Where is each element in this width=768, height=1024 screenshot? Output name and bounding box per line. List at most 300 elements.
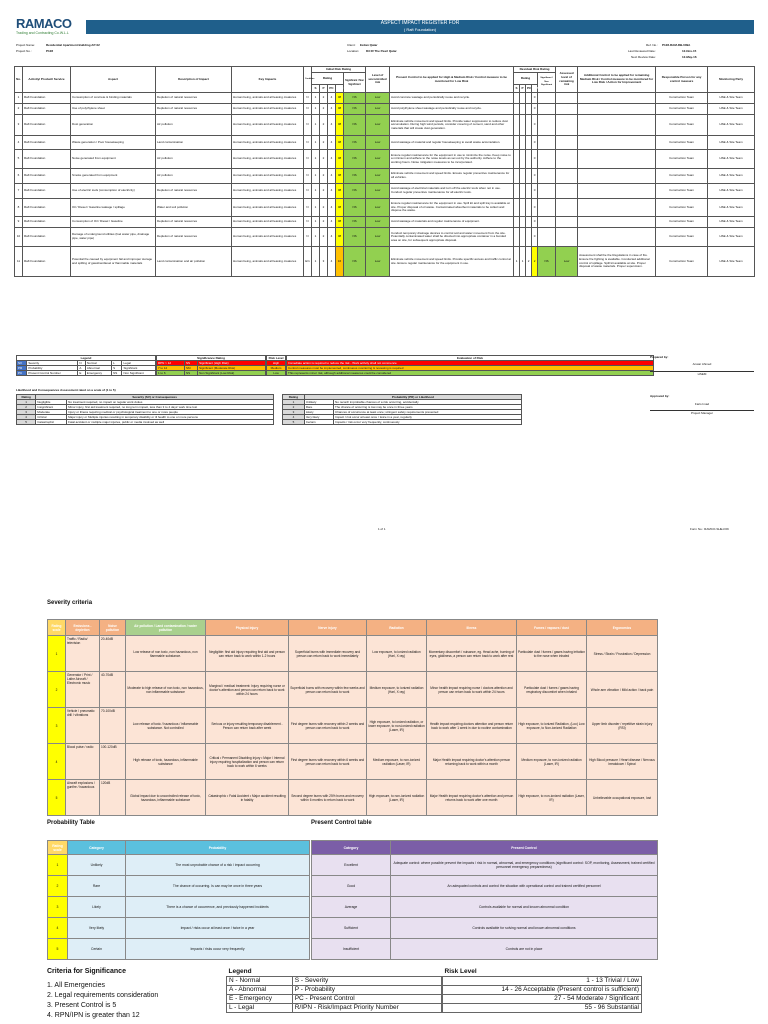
sev_small-cell: Critical bbox=[36, 415, 67, 420]
legend-name: Probability bbox=[27, 366, 78, 371]
col-pc: PC bbox=[328, 85, 336, 93]
severity-criteria-table bbox=[47, 619, 658, 816]
sev-header: Physical injury bbox=[206, 620, 289, 636]
probability-table bbox=[47, 840, 310, 960]
row-sig: NS bbox=[344, 136, 366, 150]
row-pc: 4 bbox=[328, 228, 336, 247]
row-present-control: Avoid wastage of material and regular housekeeping to avoid waste accumulation. bbox=[390, 136, 514, 150]
sev-cell: Global impact due to uncontrolled release of toxic, hazardous, inflammable substance bbox=[126, 780, 206, 816]
row-s: 1 bbox=[312, 228, 320, 247]
row-monitoring: HSE & Site Team bbox=[708, 150, 755, 169]
sev-cell: Superficial burns with recovery within few weeks and person can return back to work bbox=[289, 672, 367, 708]
prob_small-cell: Chances of occurrence at least once; stringent safety requirements prevented bbox=[334, 410, 522, 415]
row-monitoring: HSE & Site Team bbox=[708, 199, 755, 217]
sev-cell: 120dB bbox=[100, 780, 126, 816]
row-rsig bbox=[538, 136, 556, 150]
sev-cell: Low exposure, to ionized radiation (Harl, X ray) bbox=[367, 636, 427, 672]
row-rp: 1 bbox=[520, 247, 526, 277]
row-level: Low bbox=[366, 136, 390, 150]
sev-cell: Particulate dust / fumes / gases having respiratory discomfort when inhaled bbox=[517, 672, 587, 708]
sev-header: Air pollution / Land contamination / water pollution bbox=[126, 620, 206, 636]
row-rlevel bbox=[556, 169, 578, 184]
prob-cell: 1 bbox=[48, 855, 68, 876]
risk-level-item: High bbox=[267, 361, 286, 366]
row-rpn: 08 bbox=[336, 184, 344, 199]
sig-label: Significant (Moderate Risk) bbox=[198, 366, 266, 371]
row-desc-impact: Depletion of natural resources bbox=[156, 104, 232, 115]
row-p: 2 bbox=[320, 217, 328, 228]
row-key-impacts: Human being, animals and all leaving creatures bbox=[232, 228, 304, 247]
row-rsig bbox=[538, 104, 556, 115]
col-rp: P bbox=[520, 85, 526, 93]
sev-rating: 4 bbox=[48, 744, 66, 780]
sev_small-cell: 4 bbox=[17, 415, 36, 420]
sig-code: SM bbox=[185, 366, 198, 371]
col-s: S bbox=[312, 85, 320, 93]
sev-cell: High exposure, to ionized radiation, or lower exposure, to non-ionized radiation (Laser, IR) bbox=[367, 708, 427, 744]
prob-cell: 5 bbox=[48, 939, 68, 960]
row-rsig bbox=[538, 169, 556, 184]
bottom-risk-table bbox=[442, 968, 642, 1013]
evaluation-table bbox=[286, 355, 654, 376]
prob-header: Rating scale bbox=[48, 841, 68, 855]
col-residual-rating: Rating bbox=[514, 73, 538, 85]
row-desc-impact: Water and soil pollution bbox=[156, 199, 232, 217]
row-rpn: 08 bbox=[336, 199, 344, 217]
row-p: 2 bbox=[320, 115, 328, 136]
row-additional-control bbox=[578, 169, 656, 184]
legend-key2: NS bbox=[112, 371, 122, 376]
row-pc: 4 bbox=[328, 115, 336, 136]
sev-header: Illness bbox=[427, 620, 517, 636]
ref-label: Ref. No.: bbox=[646, 43, 658, 47]
row-rlevel bbox=[556, 217, 578, 228]
prob-cell: The most unprobable chance of a risk / impact occurring bbox=[126, 855, 310, 876]
sev-cell: Minor health impact requiring nurse / doctors attention and person can return back to work within 24 hours bbox=[427, 672, 517, 708]
col-activity: Activity/ Product/ Service bbox=[23, 67, 71, 93]
row-activity: Raft Foundation bbox=[23, 169, 71, 184]
bottom-legend-title: Legend bbox=[228, 968, 252, 975]
row-activity: Raft Foundation bbox=[23, 199, 71, 217]
pc-cell: Adequate control: where possible prevent the impacts / risk in normal, abnormal, and emergency conditions (significant control: SOP, monitoring, Assessment, trained certified personnel emergency preparedness) bbox=[391, 855, 658, 876]
location: D3 IR The Pearl Qatar bbox=[366, 49, 397, 53]
col-responsible: Responsible Person for any control measure bbox=[656, 67, 708, 93]
sig-range: 7 to 12 bbox=[157, 366, 185, 371]
row-pc: 4 bbox=[328, 169, 336, 184]
row-no: 10 bbox=[15, 228, 23, 247]
row-present-control: Eliminate vehicle movement and speed limits. Provide specific access and traffic control at site. Ensure regular maintenance for the equipment in use. bbox=[390, 247, 514, 277]
register-row bbox=[15, 199, 755, 217]
page-number: 1 of 1 bbox=[378, 527, 386, 531]
col-additional-control: Additional Control to be applied for remaining Medium Risk / Control measure to be monitored for Low Risk / Action for Improvement bbox=[578, 67, 656, 93]
row-level: Low bbox=[366, 104, 390, 115]
prob_small-cell: No record/ improbable chances of a risk occurring, accidentally bbox=[334, 400, 522, 405]
sev-cell: High exposure, to non-ionized radiation (Laser, IR) bbox=[517, 780, 587, 816]
row-desc-impact: Depletion of natural resources bbox=[156, 228, 232, 247]
sev-cell: Health impact requiring doctors attention and person return back to work after 1 week in due to routine contamination bbox=[427, 708, 517, 744]
sev-rating: 3 bbox=[48, 708, 66, 744]
sev-cell: Low release of toxic / hazardous / inflammable substance. Not controlled bbox=[126, 708, 206, 744]
row-rlevel bbox=[556, 93, 578, 104]
register-row bbox=[15, 184, 755, 199]
row-key-impacts: Human being, animals and all leaving creatures bbox=[232, 150, 304, 169]
sev_small-cell: No treatment required, no impact on regular work duties bbox=[67, 400, 274, 405]
register-header bbox=[14, 17, 754, 41]
legend-key-name: Emergency bbox=[85, 371, 111, 376]
register-subtitle: ( Raft Foundation) bbox=[403, 27, 437, 32]
row-monitoring: HSE & Site Team bbox=[708, 184, 755, 199]
legend-table bbox=[16, 355, 156, 376]
sev-cell: High release of toxic, hazardous, inflammable substance bbox=[126, 744, 206, 780]
sev-cell: Negligible: first aid injury requiring first aid and person can return back to work within 1-2 hours bbox=[206, 636, 289, 672]
row-condition: N bbox=[304, 217, 312, 228]
criteria-item: 2. Legal requirements consideration bbox=[47, 992, 159, 999]
row-p: 2 bbox=[320, 150, 328, 169]
row-monitoring: HSE & Site Team bbox=[708, 228, 755, 247]
sig-range: RPN > 12 bbox=[157, 361, 185, 366]
row-present-control: Ensure regular maintenance for the equipment in use to minimize the noise. Keep noise to a minimum and adhere to the noise levels as set out by the authority. Adhere to the working hours. Noise mitigation measures to be incorporated. bbox=[390, 150, 514, 169]
sev-cell: Particulate dust / fumes / gases having irritation to the nose when inhaled bbox=[517, 636, 587, 672]
prob-cell: Impacts / risks occur very frequently bbox=[126, 939, 310, 960]
pc-cell: Good bbox=[312, 876, 391, 897]
sev-cell: Second degree burns with 25% burns and recovery within 6 months to return back to work bbox=[289, 780, 367, 816]
row-no: 1 bbox=[15, 93, 23, 104]
legend-name: Severity bbox=[27, 361, 78, 366]
row-present-control: Avoid concrete wastage and periodically reuse and recycle. bbox=[390, 93, 514, 104]
bottom-legend-cell: PC - Present Control bbox=[292, 995, 441, 1004]
row-pc: 4 bbox=[328, 217, 336, 228]
bottom-legend-cell: N - Normal bbox=[227, 977, 293, 986]
row-no: 2 bbox=[15, 104, 23, 115]
col-sig: Significant / Non Significant bbox=[344, 73, 366, 93]
row-rrpn: 0 bbox=[532, 228, 538, 247]
row-rpn: 08 bbox=[336, 104, 344, 115]
row-activity: Raft Foundation bbox=[23, 247, 71, 277]
col-level-uncontrolled: Level of uncontrolled risk bbox=[366, 67, 390, 93]
row-rsig bbox=[538, 217, 556, 228]
col-rrpn: RPN bbox=[532, 85, 538, 93]
row-p: 2 bbox=[320, 228, 328, 247]
row-rrpn: 0 bbox=[532, 150, 538, 169]
prob-small-h0: Rating bbox=[283, 395, 305, 400]
form-number: Form No.: RAMCO-SHE-F09 bbox=[690, 527, 729, 531]
last-reviewed: 12-Nov-15 bbox=[682, 49, 697, 53]
prepared-role: HSEM bbox=[650, 371, 754, 376]
row-rs: 1 bbox=[514, 247, 520, 277]
prob-cell: Impact / risks occur at least once / twice in a year bbox=[126, 918, 310, 939]
ref: P128-RAM-RB-009A bbox=[662, 43, 691, 47]
sev-header: Ergonomics bbox=[587, 620, 658, 636]
row-rsig bbox=[538, 184, 556, 199]
row-rrpn: 0 bbox=[532, 104, 538, 115]
row-no: 6 bbox=[15, 169, 23, 184]
prepared-by bbox=[650, 355, 754, 376]
row-activity: Raft Foundation bbox=[23, 228, 71, 247]
sev-cell: Moderate to high release of non toxic, non hazardous, non inflammable substance bbox=[126, 672, 206, 708]
row-rpn: 08 bbox=[336, 169, 344, 184]
company-logo bbox=[16, 17, 86, 39]
row-rpn: 08 bbox=[336, 217, 344, 228]
severity-small-table bbox=[16, 394, 274, 425]
prob_small-cell: Very likely bbox=[304, 415, 333, 420]
col-no: No. bbox=[15, 67, 23, 93]
row-rlevel bbox=[556, 136, 578, 150]
significance-table bbox=[156, 355, 266, 376]
row-level: Low bbox=[366, 247, 390, 277]
prob_small-cell: 4 bbox=[283, 415, 305, 420]
sev-header: Emissions - depletion bbox=[66, 620, 100, 636]
row-s: 1 bbox=[312, 115, 320, 136]
pc-cell: Controls available for solving normal and known abnormal conditions bbox=[391, 918, 658, 939]
row-p: 2 bbox=[320, 93, 328, 104]
row-no: 11 bbox=[15, 247, 23, 277]
row-rsig bbox=[538, 228, 556, 247]
prob-small-h1: Probability (PR) or Likelihood bbox=[304, 395, 521, 400]
row-rlevel bbox=[556, 184, 578, 199]
approved-name: Faris Imad bbox=[694, 402, 710, 406]
row-rrpn: 0 bbox=[532, 184, 538, 199]
row-rpn: 08 bbox=[336, 136, 344, 150]
row-sig: NS bbox=[344, 199, 366, 217]
prob-cell: Certain bbox=[68, 939, 126, 960]
row-level: Low bbox=[366, 169, 390, 184]
row-rsig bbox=[538, 93, 556, 104]
sev_small-cell: Minor injury, first aid treatment required, no long term impact, less than 3 to 4 days' work time lost bbox=[67, 405, 274, 410]
row-condition: N bbox=[304, 115, 312, 136]
row-responsible: Construction Team bbox=[656, 115, 708, 136]
row-present-control: Avoid wastage of materials and regular maintenance of equipment. bbox=[390, 217, 514, 228]
sev_small-cell: Major injury or Multiple injuries resulting in temporary disability or ill health to one or more persons bbox=[67, 415, 274, 420]
row-rlevel: Low bbox=[556, 247, 578, 277]
row-responsible: Construction Team bbox=[656, 217, 708, 228]
pc-header: Present Control bbox=[391, 841, 658, 855]
row-no: 8 bbox=[15, 199, 23, 217]
location-label: Location: bbox=[347, 49, 360, 53]
row-s: 1 bbox=[312, 169, 320, 184]
row-p: 2 bbox=[320, 136, 328, 150]
sev-cell: Vehicle / pneumatic drill / vibrations bbox=[66, 708, 100, 744]
row-rlevel bbox=[556, 228, 578, 247]
criteria-title: Criteria for Significance bbox=[47, 968, 126, 975]
row-condition: N bbox=[304, 169, 312, 184]
row-rrpn: 2 bbox=[532, 247, 538, 277]
row-no: 5 bbox=[15, 150, 23, 169]
prob-cell: 3 bbox=[48, 897, 68, 918]
row-rrpn: 0 bbox=[532, 217, 538, 228]
sev-cell: Major Health impact requiring doctor's attention and person returns back to work after one month bbox=[427, 780, 517, 816]
sev-cell: Momentary discomfort / nuisance, eg. Head ache, burning of eyes, giddiness, a person can return back to work after rest bbox=[427, 636, 517, 672]
sev-cell: Major Health impact requiring doctor's attention person returning back to work within a month bbox=[427, 744, 517, 780]
row-additional-control: Assessment shall be the Regulations in case of fire. Ensure fire fighting is available. Conducted additional control of spillage. Spill kit available at site. Proper disposal of waste materials. Proper supervision. bbox=[578, 247, 656, 277]
evaluation-title: Evaluation of Risk bbox=[287, 356, 654, 361]
bottom-legend-cell: A - Abnormal bbox=[227, 986, 293, 995]
aspect-impact-register bbox=[14, 66, 755, 277]
legend-key: E bbox=[78, 371, 85, 376]
row-rpc: 2 bbox=[526, 247, 532, 277]
row-activity: Raft Foundation bbox=[23, 93, 71, 104]
row-p: 3 bbox=[320, 247, 328, 277]
row-monitoring: HSE & Site Team bbox=[708, 217, 755, 228]
row-additional-control bbox=[578, 104, 656, 115]
row-rsig bbox=[538, 115, 556, 136]
register-row bbox=[15, 169, 755, 184]
row-condition: N bbox=[304, 93, 312, 104]
row-rrpn: 0 bbox=[532, 169, 538, 184]
row-responsible: Construction Team bbox=[656, 184, 708, 199]
probability-table-title: Probability Table bbox=[47, 820, 95, 826]
legend-block bbox=[14, 355, 754, 385]
pc-cell: Controls available for normal and known abnormal condition bbox=[391, 897, 658, 918]
sev_small-cell: Fatal accident or multiple major injuries, public or media involved as well bbox=[67, 420, 274, 425]
sig-range: 1 to 6 bbox=[157, 371, 185, 376]
row-present-control: Eliminate vehicle movement and speed limits. Provide water suppression to reduce dust accumulation. During high wind periods, consider covering of cement, sand and other materials that will create dust generation. bbox=[390, 115, 514, 136]
sev-cell: Medium exposure, to non-ionized radiation (Laser, IR) bbox=[367, 744, 427, 780]
significance-title: Significance Rating bbox=[157, 356, 266, 361]
pc-cell: Sufficient bbox=[312, 918, 391, 939]
bottom-legend-cell: R/IPN - Risk/Impact Priority Number bbox=[292, 1004, 441, 1013]
sev-cell: High exposure, to non-ionized radiation (Laser, IR) bbox=[367, 780, 427, 816]
row-monitoring: HSE & Site Team bbox=[708, 169, 755, 184]
pc-cell: Insufficient bbox=[312, 939, 391, 960]
col-rpn: RPN bbox=[336, 85, 344, 93]
row-level: Low bbox=[366, 199, 390, 217]
sev-cell: Generator / Print / Lathe Aircraft / Electronic music bbox=[66, 672, 100, 708]
row-monitoring: HSE & Site Team bbox=[708, 247, 755, 277]
sev_small-cell: Injury or illness requiring medical or psychological treatment to one or more people bbox=[67, 410, 274, 415]
risk-level-title: Risk Level bbox=[267, 356, 286, 361]
present-control-table bbox=[311, 840, 658, 960]
logo-text: RAMACO bbox=[16, 16, 72, 31]
probability-small-table bbox=[282, 394, 522, 425]
row-key-impacts: Human being, animals and all leaving creatures bbox=[232, 136, 304, 150]
sev-cell: First degree burns with recovery within 6 weeks and person can return back to work bbox=[289, 744, 367, 780]
col-rpc: PC bbox=[526, 85, 532, 93]
row-aspect: Consumption of Oil / Diesel / Gasoline bbox=[71, 217, 156, 228]
row-rpn: 08 bbox=[336, 115, 344, 136]
bottom-legend-cell: S - Severity bbox=[292, 977, 441, 986]
row-condition: N bbox=[304, 136, 312, 150]
sev-cell: Stress / Strain / Frustration / Depression bbox=[587, 636, 658, 672]
row-responsible: Construction Team bbox=[656, 104, 708, 115]
row-level: Low bbox=[366, 217, 390, 228]
approved-by bbox=[650, 394, 754, 415]
row-sig: NS bbox=[344, 169, 366, 184]
register-row bbox=[15, 104, 755, 115]
row-responsible: Construction Team bbox=[656, 136, 708, 150]
row-monitoring: HSE & Site Team bbox=[708, 104, 755, 115]
register-row bbox=[15, 115, 755, 136]
bottom-risk-cell: 55 - 96 Substantial bbox=[443, 1004, 642, 1013]
client: Ezdan Qatar bbox=[360, 43, 378, 47]
row-additional-control bbox=[578, 228, 656, 247]
row-desc-impact: Depletion of natural resources bbox=[156, 93, 232, 104]
row-condition: E/1 bbox=[304, 247, 312, 277]
prob_small-cell: Impacts / risk occur very frequently, continuously bbox=[334, 420, 522, 425]
row-aspect: Noise generated from equipment bbox=[71, 150, 156, 169]
risk-level-table bbox=[266, 355, 286, 376]
sev-cell: 70-100dB bbox=[100, 708, 126, 744]
row-present-control: Conduct temporary drainage devices to control soil and water movement from the site. Potentially contaminated water shall be directed into appropriate container in a bunded area on site, for subsequent appropriate disposal. bbox=[390, 228, 514, 247]
prob-cell: The chance of occurring. Is can may be once in three years bbox=[126, 876, 310, 897]
sev_small-cell: 5 bbox=[17, 420, 36, 425]
row-activity: Raft Foundation bbox=[23, 136, 71, 150]
sev-header: Rating scale bbox=[48, 620, 66, 636]
row-aspect: Use of polythylene sheet bbox=[71, 104, 156, 115]
present-control-title: Present Control table bbox=[311, 820, 372, 826]
row-rsig bbox=[538, 150, 556, 169]
col-condition: Condition bbox=[304, 67, 312, 93]
sev-cell: Marginal / medical treatment: Injury requiring nurse or doctor's attention and person can return back to work within 24 hours bbox=[206, 672, 289, 708]
row-aspect: Dust generation bbox=[71, 115, 156, 136]
row-desc-impact: Air pollution bbox=[156, 169, 232, 184]
row-sig: NS bbox=[344, 150, 366, 169]
prob_small-cell: 3 bbox=[283, 410, 305, 415]
project-name: Residential Apartment Building AP-02 bbox=[46, 43, 100, 47]
register-row bbox=[15, 228, 755, 247]
prob_small-cell: 1 bbox=[283, 400, 305, 405]
col-assessed-level: Assessed level of remaining risk bbox=[556, 67, 578, 93]
row-sig: NS bbox=[344, 93, 366, 104]
row-activity: Raft Foundation bbox=[23, 104, 71, 115]
row-level: Low bbox=[366, 150, 390, 169]
row-key-impacts: Human being, animals and all leaving creatures bbox=[232, 169, 304, 184]
legend-name: Present Control Number bbox=[27, 371, 78, 376]
row-pc: 4 bbox=[328, 199, 336, 217]
sev-cell: 20-40dB bbox=[100, 636, 126, 672]
row-no: 4 bbox=[15, 136, 23, 150]
row-responsible: Construction Team bbox=[656, 228, 708, 247]
row-level: Low bbox=[366, 184, 390, 199]
sev-cell: Aircraft explosions / gunfire / hazardous bbox=[66, 780, 100, 816]
prob_small-cell: The chance of occurring is low may be once in three years bbox=[334, 405, 522, 410]
row-s: 1 bbox=[312, 199, 320, 217]
row-key-impacts: Human being, animals and all leaving creatures bbox=[232, 217, 304, 228]
row-activity: Raft Foundation bbox=[23, 184, 71, 199]
sev-cell: Unbelievable occupational exposure, lost bbox=[587, 780, 658, 816]
row-key-impacts: Human being, animals and all leaving creatures bbox=[232, 184, 304, 199]
prepared-name: Anwar Ahmed bbox=[692, 362, 712, 366]
matrix-note: Likelihood and Consequences Assessment rated on a scale of (1 to 5) bbox=[16, 388, 116, 392]
sev-cell: Superficial burns with immediate recovery and person can return back to work immediately bbox=[289, 636, 367, 672]
col-aspect: Aspect bbox=[71, 67, 156, 93]
prepared-label: Prepared by: bbox=[650, 355, 669, 359]
sev-cell: Traffic / Radio/ television bbox=[66, 636, 100, 672]
row-pc: 4 bbox=[328, 136, 336, 150]
row-aspect: Oil / Diesel / Gasoline leakage / spillage bbox=[71, 199, 156, 217]
col-rating: Rating bbox=[312, 73, 344, 85]
bottom-legend-cell: L - Legal bbox=[227, 1004, 293, 1013]
sev-cell: Medium exposure, to non-ionized radiation (Laser, IR) bbox=[517, 744, 587, 780]
prob-cell: Unlikely bbox=[68, 855, 126, 876]
row-p: 2 bbox=[320, 184, 328, 199]
row-rpn: 08 bbox=[336, 228, 344, 247]
row-p: 2 bbox=[320, 104, 328, 115]
logo-subtext: Trading and Contracting Co.W.L.L bbox=[16, 31, 69, 35]
prob-header: Probability bbox=[126, 841, 310, 855]
row-responsible: Construction Team bbox=[656, 247, 708, 277]
register-title: ASPECT IMPACT REGISTER FOR bbox=[380, 20, 460, 26]
row-key-impacts: Human being, animals and all leaving creatures bbox=[232, 115, 304, 136]
col-present-control: Present Control to be applied for High & Medium Risk / Control measure to be monitored for Low Risk bbox=[390, 67, 514, 93]
col-p: P bbox=[320, 85, 328, 93]
bottom-risk-cell: 1 - 13 Trivial / Low bbox=[443, 977, 642, 986]
sev-cell: High exposure, to ionized Radiation, (Loo) Low exposure, to Non-ionized Radiation bbox=[517, 708, 587, 744]
row-sig: NS bbox=[344, 115, 366, 136]
row-aspect: Smoke generated from equipment bbox=[71, 169, 156, 184]
row-aspect: Use of electric tools (consumption of electricity) bbox=[71, 184, 156, 199]
row-desc-impact: Depletion of natural resources bbox=[156, 184, 232, 199]
register-row bbox=[15, 136, 755, 150]
